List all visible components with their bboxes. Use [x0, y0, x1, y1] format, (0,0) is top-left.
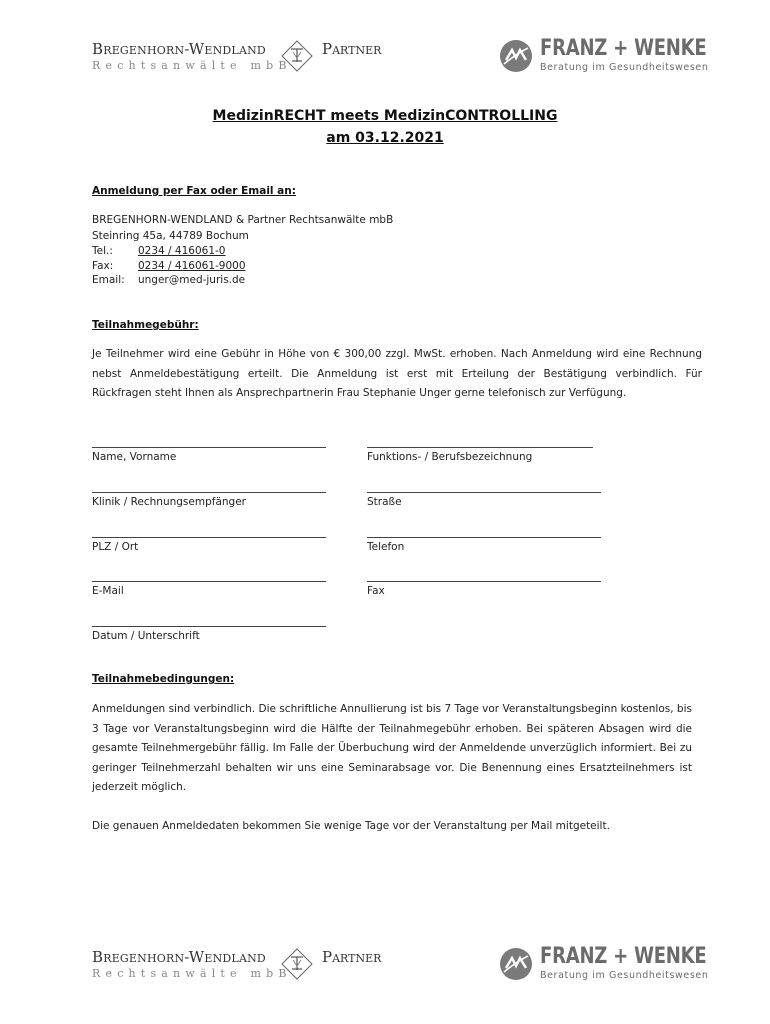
email-row — [92, 274, 245, 286]
city-field-line[interactable] — [92, 537, 326, 538]
bregenhorn-wendland-logo — [92, 40, 392, 80]
bw-logo-name: Bregenhorn-Wendland — [92, 40, 266, 58]
signature-field-line[interactable] — [92, 626, 326, 627]
name-field-line[interactable] — [92, 447, 326, 448]
street-field-label: Straße — [367, 496, 402, 508]
document-date: am 03.12.2021 — [326, 130, 444, 146]
firm-name: BREGENHORN-WENDLAND & Partner Rechtsanwälte mbB — [92, 214, 394, 226]
clinic-field-label: Klinik / Rechnungsempfänger — [92, 496, 246, 508]
fax-label: Fax: — [92, 260, 114, 272]
footer-bw-logo-subtitle: Rechtsanwälte mbB — [92, 967, 292, 980]
franz-wenke-logo — [498, 36, 709, 78]
email-label: Email: — [92, 274, 125, 286]
franz-wenke-mark-icon — [498, 38, 534, 74]
footer-franz-wenke-mark-icon — [498, 946, 534, 982]
footer-bregenhorn-wendland-logo — [92, 948, 392, 988]
tel-label: Tel.: — [92, 245, 113, 257]
conditions-heading: Teilnahmebedingungen: — [92, 673, 235, 685]
function-field-line[interactable] — [367, 447, 593, 448]
footer-bw-logo-name: Bregenhorn-Wendland — [92, 948, 266, 966]
bw-logo-partner: Partner — [322, 40, 382, 58]
fax-row — [92, 260, 246, 272]
fee-text: Je Teilnehmer wird eine Gebühr in Höhe von € 300,00 zzgl. MwSt. erhoben. Nach Anmeldung wird eine Rechnung nebst Anmeldebestätigung erteilt. Die Anmeldung ist erst mit Erteilung der Bestätigung verbindlich. Für Rückfragen steht Ihnen als Ansprechpartnerin Frau Stephanie Unger gerne telefonisch zur Verfügung. — [92, 348, 702, 399]
function-field-label: Funktions- / Berufsbezeichnung — [367, 451, 533, 463]
street-field-line[interactable] — [367, 492, 601, 493]
footer-bw-logo-partner: Partner — [322, 948, 382, 966]
footer-fw-logo-subtitle: Beratung im Gesundheitswesen — [540, 970, 709, 981]
phone-field-line[interactable] — [367, 537, 601, 538]
fax-value[interactable]: 0234 / 416061-9000 — [138, 260, 246, 272]
email-field-label: E-Mail — [92, 585, 124, 597]
fw-logo-subtitle: Beratung im Gesundheitswesen — [540, 62, 709, 73]
email-field-line[interactable] — [92, 581, 326, 582]
firm-address: Steinring 45a, 44789 Bochum — [92, 230, 249, 242]
tel-row — [92, 245, 226, 257]
registration-heading: Anmeldung per Fax oder Email an: — [92, 185, 296, 197]
name-field-label: Name, Vorname — [92, 451, 177, 463]
conditions-text: Anmeldungen sind verbindlich. Die schriftliche Annullierung ist bis 7 Tage vor Veranstaltungsbeginn kostenlos, bis 3 Tage vor Veranstaltungsbeginn wird die Hälfte der Teilnahmegebühr erhoben. Bei späteren Absagen wird die gesamte Teilnehmergebühr fällig. Im Falle der Überbuchung wird der Anmeldende unverzüglich informiert. Bei zu geringer Teilnehmerzahl behalten wir uns eine Seminarabsage vor. Die Benennung eines Ersatzteilnehmers ist jederzeit möglich. — [92, 703, 692, 793]
fax-field-label: Fax — [367, 585, 385, 597]
fw-logo-name: FRANZ + WENKE — [540, 36, 707, 61]
signature-field-label: Datum / Unterschrift — [92, 630, 200, 642]
bw-logo-subtitle: Rechtsanwälte mbB — [92, 59, 292, 72]
fax-field-line[interactable] — [367, 581, 601, 582]
footer-fw-logo-name: FRANZ + WENKE — [540, 944, 707, 969]
city-field-label: PLZ / Ort — [92, 541, 139, 553]
phone-field-label: Telefon — [367, 541, 405, 553]
email-value[interactable]: unger@med-juris.de — [138, 274, 246, 286]
footer-franz-wenke-logo — [498, 944, 709, 986]
document-title: MedizinRECHT meets MedizinCONTROLLING — [212, 108, 558, 124]
tel-value[interactable]: 0234 / 416061-0 — [138, 245, 226, 257]
clinic-field-line[interactable] — [92, 492, 326, 493]
fee-heading: Teilnahmegebühr: — [92, 319, 199, 331]
conditions-note: Die genauen Anmeldedaten bekommen Sie wenige Tage vor der Veranstaltung per Mail mitgeteilt. — [92, 820, 610, 832]
